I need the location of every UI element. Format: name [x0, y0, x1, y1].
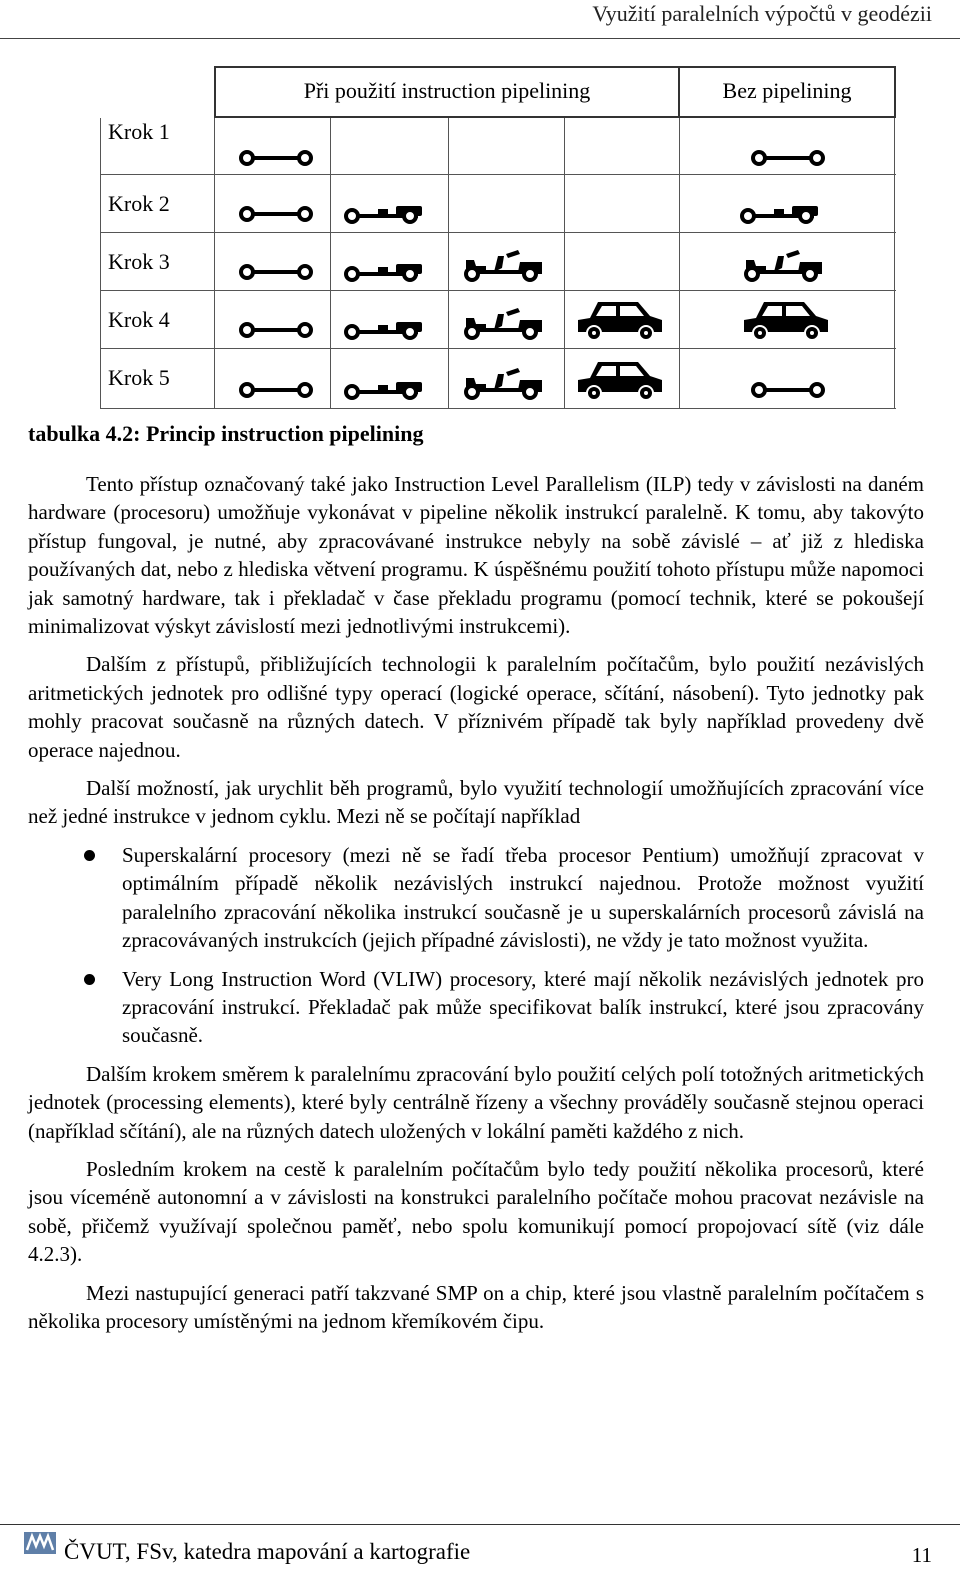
bullet-list: [28, 841, 924, 1050]
axle-icon: [750, 380, 826, 400]
col-header-pipelined: Při použití instruction pipelining: [303, 78, 591, 103]
axle-icon: [238, 262, 314, 282]
paragraph: Dalším krokem směrem k paralelnímu zpracování bylo použití celých polí totožných aritmetických jednotek (processing elements), které byly centrálně řízeny a všechny prováděly současně stejnou operaci (například sčítání), ale na různých datech uložených v lokální paměti každého z nich.: [28, 1061, 924, 1143]
body-text: [28, 470, 924, 1345]
list-item-text: Superskalární procesory (mezi ně se řadí třeba procesor Pentium) umožňují zpracovat v optimálním případě několik nezávislých instrukcí najednou. Protože možnost využití paralelního zpracování několika instrukcí současně je u superskalárních procesorů závislá na zpracovávaných instrukcích (jejich případné závislosti), ne vždy je tato možnost využita.: [122, 842, 924, 953]
list-item: [28, 965, 924, 1050]
row-label-step-3: Krok 3: [108, 249, 170, 274]
footer-text: ČVUT, FSv, katedra mapování a kartografie: [64, 1539, 471, 1564]
axle-icon: [238, 148, 314, 168]
cvut-logo-icon: [24, 1532, 56, 1554]
row-label-step-4: Krok 4: [108, 307, 170, 332]
paragraph: Posledním krokem na cestě k paralelním počítačům bylo tedy použití několika procesorů, které jsou víceméně autonomní a v závislosti na konstrukci paralelního počítače mohou pracovat nezávisle na sobě, přičemž využívají společnou paměť, nebo spolu komunikují pomocí propojovací sítě (viz dále 4.2.3).: [28, 1156, 924, 1267]
pipeline-table: [100, 66, 906, 408]
running-header: Využití paralelních výpočtů v geodézii: [592, 1, 932, 26]
paragraph: Dalším z přístupů, přibližujících technologii k paralelním počítačům, bylo použití nezávislých aritmetických jednotek pro odlišné typy operací (logické operace, sčítání, násobení). Tyto jednotky pak mohly pracovat současně na různých datech. V příznivém případě tak byly například provedeny dvě operace najednou.: [28, 652, 924, 762]
bullet-icon: [84, 974, 95, 985]
footer-divider: [0, 1524, 960, 1525]
grid-line: [100, 290, 896, 291]
bullet-icon: [84, 850, 95, 861]
axle-icon: [750, 148, 826, 168]
table-caption: tabulka 4.2: Princip instruction pipelining: [28, 421, 424, 446]
chassis-seat-icon: [460, 246, 548, 282]
row-label-step-5: Krok 5: [108, 365, 170, 390]
axle-icon: [238, 380, 314, 400]
row-label-step-2: Krok 2: [108, 191, 170, 216]
paragraph: Mezi nastupující generaci patří takzvané SMP on a chip, které jsou vlastně paralelním počítačem s několika procesory umístěnými na jednom křemíkovém čipu.: [28, 1280, 924, 1333]
chassis-seat-icon: [460, 304, 548, 340]
grid-line: [330, 118, 331, 408]
chassis-icon: [344, 256, 426, 282]
chassis-icon: [344, 374, 426, 400]
grid-line: [894, 118, 895, 408]
col-header-non-pipelined: Bez pipelining: [722, 78, 852, 103]
car-icon: [574, 358, 666, 402]
chassis-seat-icon: [740, 246, 828, 282]
header-divider: [0, 38, 960, 39]
grid-line: [448, 118, 449, 408]
chassis-icon: [344, 314, 426, 340]
paragraph: Tento přístup označovaný také jako Instruction Level Parallelism (ILP) tedy v závislosti na daném hardware (procesoru) umožňuje vykonávat v pipeline několik instrukcí paralelně. K tomu, aby takovýto přístup fungoval, je nutné, aby zpracovávané instrukce nebyly na sobě závislé – ať již z hlediska používaných dat, nebo z hlediska větvení programu. K úspěšnému použití tohoto přístupu může napomoci jak samotný hardware, tak i překladač v čase překladu programu (pomocí technik, které se pokoušejí minimalizovat výskyt závislostí mezi jednotlivými instrukcemi).: [28, 472, 924, 639]
grid-line: [679, 118, 680, 408]
row-label-step-1: Krok 1: [108, 119, 170, 144]
chassis-seat-icon: [460, 364, 548, 400]
car-icon: [574, 298, 666, 342]
axle-icon: [238, 320, 314, 340]
grid-line: [100, 348, 896, 349]
grid-line: [100, 232, 896, 233]
grid-line: [564, 118, 565, 408]
grid-line: [100, 118, 101, 408]
axle-icon: [238, 204, 314, 224]
list-item: [28, 841, 924, 955]
grid-line: [100, 174, 896, 175]
page-number: 11: [911, 1543, 932, 1567]
grid-line: [214, 118, 215, 408]
paragraph: Další možností, jak urychlit běh programů, bylo využití technologií umožňujících zpracování více než jedné instrukce v jednom cyklu. Mezi ně se počítají například: [28, 776, 924, 829]
list-item-text: Very Long Instruction Word (VLIW) procesory, které mají několik nezávislých jednotek pro zpracování instrukcí. Překladač pak může specifikovat balík instrukcí, které jsou zpracovány současně.: [122, 966, 924, 1048]
grid-line: [100, 408, 896, 409]
chassis-icon: [344, 198, 426, 224]
car-icon: [740, 298, 832, 342]
chassis-icon: [740, 198, 822, 224]
